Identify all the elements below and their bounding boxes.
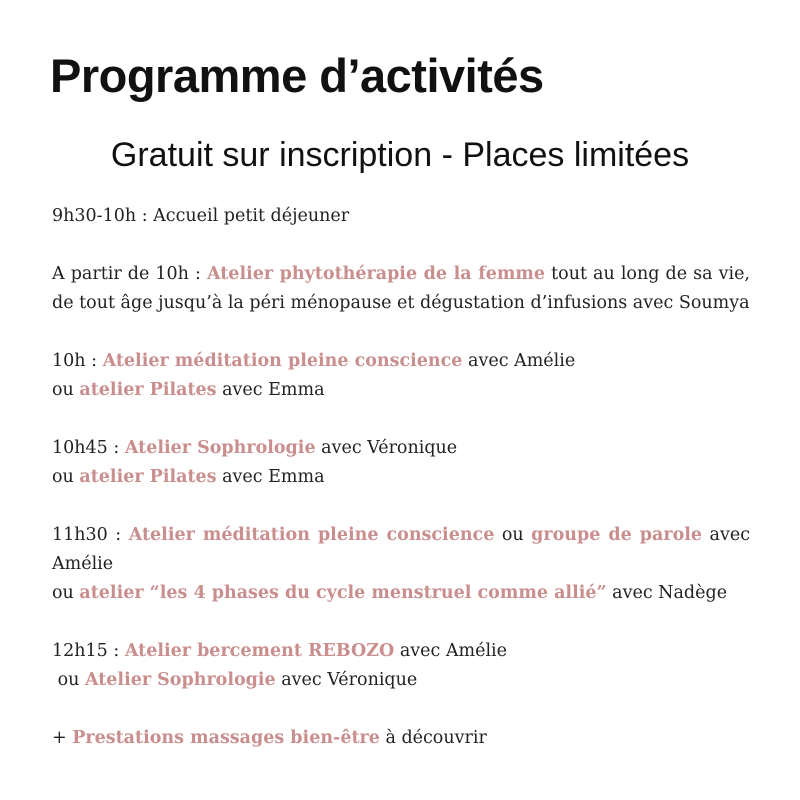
schedule-text: à découvrir xyxy=(379,728,487,748)
activity-rebozo: Atelier bercement REBOZO xyxy=(124,641,395,661)
schedule-text: 9h30-10h : Accueil petit déjeuner xyxy=(52,206,350,226)
schedule-item-12h15 xyxy=(52,637,750,695)
schedule-item-11h30 xyxy=(52,521,750,608)
schedule-text: avec Amélie xyxy=(394,641,508,661)
schedule-plus: + xyxy=(52,728,73,748)
schedule-or: ou xyxy=(52,467,80,487)
schedule-or: ou xyxy=(494,525,532,545)
schedule xyxy=(52,202,750,753)
schedule-item-10h45 xyxy=(52,434,750,492)
schedule-text: avec Nadège xyxy=(606,583,728,603)
activity-sophrology: Atelier Sophrologie xyxy=(84,670,276,690)
activity-meditation: Atelier méditation pleine conscience xyxy=(128,525,495,545)
schedule-line xyxy=(52,670,417,690)
page-title: Programme d’activités xyxy=(50,49,544,102)
schedule-text: avec Amélie xyxy=(52,525,750,574)
schedule-time: A partir de 10h : xyxy=(52,264,207,284)
schedule-line xyxy=(52,380,325,400)
activity-pilates: atelier Pilates xyxy=(79,467,217,487)
schedule-text: tout au long de sa vie, de tout âge jusqu’à la péri ménopause et dégustation d’infusions avec Soumya xyxy=(52,264,750,313)
activity-discussion-group: groupe de parole xyxy=(531,525,703,545)
schedule-line xyxy=(52,641,507,661)
schedule-line xyxy=(52,583,727,603)
activity-sophrology: Atelier Sophrologie xyxy=(124,438,316,458)
activity-meditation: Atelier méditation pleine conscience xyxy=(102,351,463,371)
schedule-text: avec Emma xyxy=(216,467,325,487)
schedule-line xyxy=(52,438,457,458)
page-subtitle: Gratuit sur inscription - Places limitées xyxy=(110,136,690,174)
schedule-item-welcome xyxy=(52,202,750,231)
schedule-text: avec Véronique xyxy=(275,670,418,690)
schedule-item-phytotherapy xyxy=(52,260,750,318)
schedule-line xyxy=(52,351,575,371)
schedule-time: 11h30 : xyxy=(52,525,129,545)
schedule-line xyxy=(52,467,325,487)
activity-menstrual-cycle: atelier “les 4 phases du cycle menstruel comme allié” xyxy=(79,583,607,603)
schedule-text: avec Véronique xyxy=(315,438,458,458)
schedule-item-10h xyxy=(52,347,750,405)
schedule-or: ou xyxy=(52,583,80,603)
activity-massage: Prestations massages bien-être xyxy=(72,728,380,748)
schedule-item-massage xyxy=(52,724,750,753)
schedule-text: avec Emma xyxy=(216,380,325,400)
schedule-time: 10h : xyxy=(52,351,103,371)
schedule-text: avec Amélie xyxy=(462,351,576,371)
schedule-time: 10h45 : xyxy=(52,438,125,458)
activity-pilates: atelier Pilates xyxy=(79,380,217,400)
schedule-line xyxy=(52,521,750,579)
schedule-time: 12h15 : xyxy=(52,641,125,661)
schedule-or: ou xyxy=(52,380,80,400)
activity-phytotherapy: Atelier phytothérapie de la femme xyxy=(206,264,546,284)
schedule-or: ou xyxy=(52,670,85,690)
